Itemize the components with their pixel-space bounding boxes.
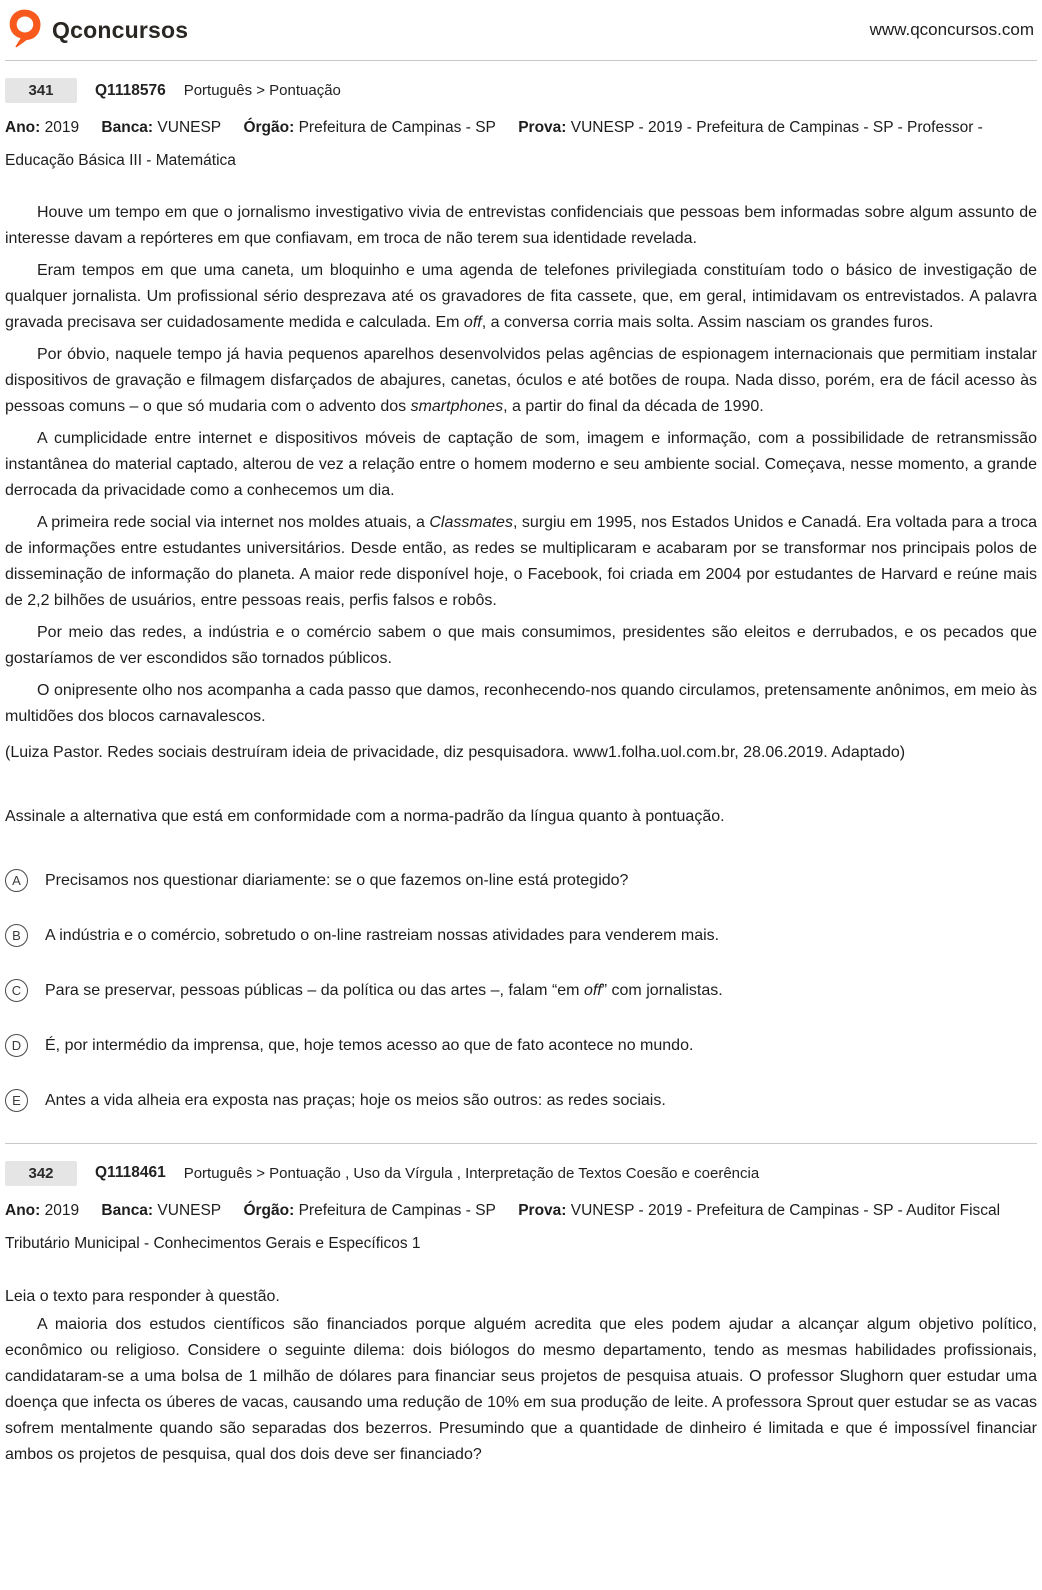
meta-prova-value: VUNESP - 2019 - Prefeitura de Campinas - SP - Professor - Educação Básica III - Matemática xyxy=(5,119,983,170)
option-d[interactable] xyxy=(5,1033,1037,1059)
passage-paragraph: A cumplicidade entre internet e dispositivos móveis de captação de som, imagem e informação, com a possibilidade de retransmissão instantânea do material captado, alterou de vez a relação entre o homem moderno e seu ambiente social. Começava, nesse momento, a grande derrocada da privacidade como a conhecemos um dia. xyxy=(5,429,1037,499)
question-code: Q1118576 xyxy=(95,81,166,99)
option-e-text: Antes a vida alheia era exposta nas praças; hoje os meios são outros: as redes sociais. xyxy=(45,1091,666,1109)
question-breadcrumb: Português > Pontuação xyxy=(183,82,341,99)
passage-paragraph: Houve um tempo em que o jornalismo investigativo vivia de entrevistas confidenciais que pessoas bem informadas sobre algum assunto de interesse davam a repórteres em que confiavam, em troca de não terem sua identidade revelada. xyxy=(5,203,1037,247)
meta-orgao-value: Prefeitura de Campinas - SP xyxy=(298,119,496,136)
site-header xyxy=(5,0,1037,60)
meta-ano xyxy=(5,119,79,136)
option-b-letter[interactable]: B xyxy=(5,924,28,947)
option-a-text: Precisamos nos questionar diariamente: se o que fazemos on-line está protegido? xyxy=(45,871,629,889)
option-d-letter[interactable]: D xyxy=(5,1034,28,1057)
meta-orgao-value: Prefeitura de Campinas - SP xyxy=(298,1201,496,1219)
question-number-badge: 341 xyxy=(5,78,77,103)
question-341 xyxy=(5,78,1037,1114)
question-command: Assinale a alternativa que está em conformidade com a norma-padrão da língua quanto à pontuação. xyxy=(5,807,725,825)
passage-paragraph: Eram tempos em que uma caneta, um bloquinho e uma agenda de telefones privilegiada constituíam todo o básico de investigação de qualquer jornalista. Um profissional sério desprezava até os gravadores de fita cassete, que, em geral, intimidavam os entrevistados. A palavra gravada precisava ser cuidadosamente medida e calculada. Em off, a conversa corria mais solta. Assim nasciam os grandes furos. xyxy=(5,261,1037,331)
meta-prova-label: Prova: xyxy=(518,119,567,136)
passage-text xyxy=(5,200,1037,766)
question-meta xyxy=(5,1194,1037,1261)
option-c-letter[interactable]: C xyxy=(5,979,28,1002)
question-342-header xyxy=(5,1161,1037,1186)
meta-ano xyxy=(5,1202,79,1219)
passage-paragraph: Por óbvio, naquele tempo já havia pequenos aparelhos desenvolvidos pelas agências de espionagem internacionais que permitiam instalar dispositivos de gravação e filmagem disfarçados de abajures, canetas, óculos e até botões de roupa. Nada disso, porém, era de fácil acesso às pessoas comuns – o que só mudaria com o advento dos smartphones, a partir do final da década de 1990. xyxy=(5,345,1037,415)
meta-orgao xyxy=(243,119,495,136)
option-b[interactable] xyxy=(5,923,1037,949)
meta-prova-label: Prova: xyxy=(518,1201,567,1219)
meta-ano-label: Ano: xyxy=(5,1201,41,1219)
question-breadcrumb: Português > Pontuação , Uso da Vírgula , Interpretação de Textos Coesão e coerência xyxy=(183,1164,760,1182)
passage-paragraph: Por meio das redes, a indústria e o comércio sabem o que mais consumimos, presidentes são eleitos e derrubados, e os pecados que gostaríamos de ver escondidos são tornados públicos. xyxy=(5,623,1037,667)
option-c[interactable] xyxy=(5,978,1037,1004)
site-url: www.qconcursos.com xyxy=(869,20,1034,39)
passage-text xyxy=(5,1312,1037,1468)
option-e[interactable] xyxy=(5,1088,1037,1114)
meta-ano-value: 2019 xyxy=(44,1201,80,1219)
question-341-header xyxy=(5,78,1037,103)
option-a-letter[interactable]: A xyxy=(5,869,28,892)
meta-orgao-label: Órgão: xyxy=(243,1201,295,1219)
qconcursos-logo[interactable] xyxy=(8,8,188,53)
passage-citation: (Luiza Pastor. Redes sociais destruíram ideia de privacidade, diz pesquisadora. www1.folha.uol.com.br, 28.06.2019. Adaptado) xyxy=(5,743,906,761)
meta-banca xyxy=(101,119,221,136)
meta-ano-label: Ano: xyxy=(5,119,41,136)
meta-ano-value: 2019 xyxy=(44,119,80,136)
meta-orgao xyxy=(243,1202,495,1219)
option-b-text: A indústria e o comércio, sobretudo o on-line rastreiam nossas atividades para venderem mais. xyxy=(45,926,720,944)
passage-paragraph: A maioria dos estudos científicos são financiados porque alguém acredita que eles podem ajudar a alcançar algum objetivo político, econômico ou religioso. Considere o seguinte dilema: dois biólogos do mesmo departamento, tendo as mesmas habilidades profissionais, candidataram-se a uma bolsa de 1 milhão de dólares para financiar seus projetos de pesquisa atuais. O professor Slughorn quer estudar uma doença que infecta os úberes de vacas, causando uma redução de 10% em sua produção de leite. A professora Sprout quer estudar se as vacas sofrem mentalmente quando são separadas dos bezerros. Presumindo que a quantidade de dinheiro é limitada e que é impossível financiar ambos os projetos de pesquisa, qual dos dois deve ser financiado? xyxy=(5,1316,1037,1464)
meta-banca xyxy=(101,1202,221,1219)
meta-banca-value: VUNESP xyxy=(157,119,222,136)
passage-paragraph: O onipresente olho nos acompanha a cada passo que damos, reconhecendo-nos quando circulamos, pretensamente anônimos, em meio às multidões dos blocos carnavalescos. xyxy=(5,681,1037,725)
question-number-badge: 342 xyxy=(5,1161,77,1186)
question-342 xyxy=(5,1161,1037,1469)
option-d-text: É, por intermédio da imprensa, que, hoje temos acesso ao que de fato acontece no mundo. xyxy=(45,1036,694,1054)
meta-orgao-label: Órgão: xyxy=(243,119,295,136)
meta-prova-value: VUNESP - 2019 - Prefeitura de Campinas - SP - Auditor Fiscal Tributário Municipal - Conhecimentos Gerais e Específicos 1 xyxy=(5,1201,1001,1252)
qconcursos-logo-icon xyxy=(8,8,42,53)
question-intro: Leia o texto para responder à questão. xyxy=(5,1288,280,1306)
question-divider xyxy=(5,1143,1037,1144)
question-meta xyxy=(5,111,1037,178)
answer-options xyxy=(5,868,1037,1114)
meta-banca-value: VUNESP xyxy=(157,1201,222,1219)
header-divider xyxy=(5,60,1037,61)
passage-paragraph: A primeira rede social via internet nos moldes atuais, a Classmates, surgiu em 1995, nos Estados Unidos e Canadá. Era voltada para a troca de informações entre estudantes universitários. Desde então, as redes se multiplicaram e acabaram por se transformar nos principais polos de disseminação de informação do planeta. A maior rede disponível hoje, o Facebook, foi criada em 2004 por estudantes de Harvard e reúne mais de 2,2 bilhões de usuários, entre pessoas reais, perfis falsos e robôs. xyxy=(5,513,1037,609)
question-code: Q1118461 xyxy=(95,1164,166,1182)
option-e-letter[interactable]: E xyxy=(5,1089,28,1112)
option-c-text: Para se preservar, pessoas públicas – da política ou das artes –, falam “em off” com jornalistas. xyxy=(45,981,723,999)
option-a[interactable] xyxy=(5,868,1037,894)
qconcursos-logo-text: Qconcursos xyxy=(52,16,189,43)
meta-banca-label: Banca: xyxy=(101,119,154,136)
meta-banca-label: Banca: xyxy=(101,1201,154,1219)
